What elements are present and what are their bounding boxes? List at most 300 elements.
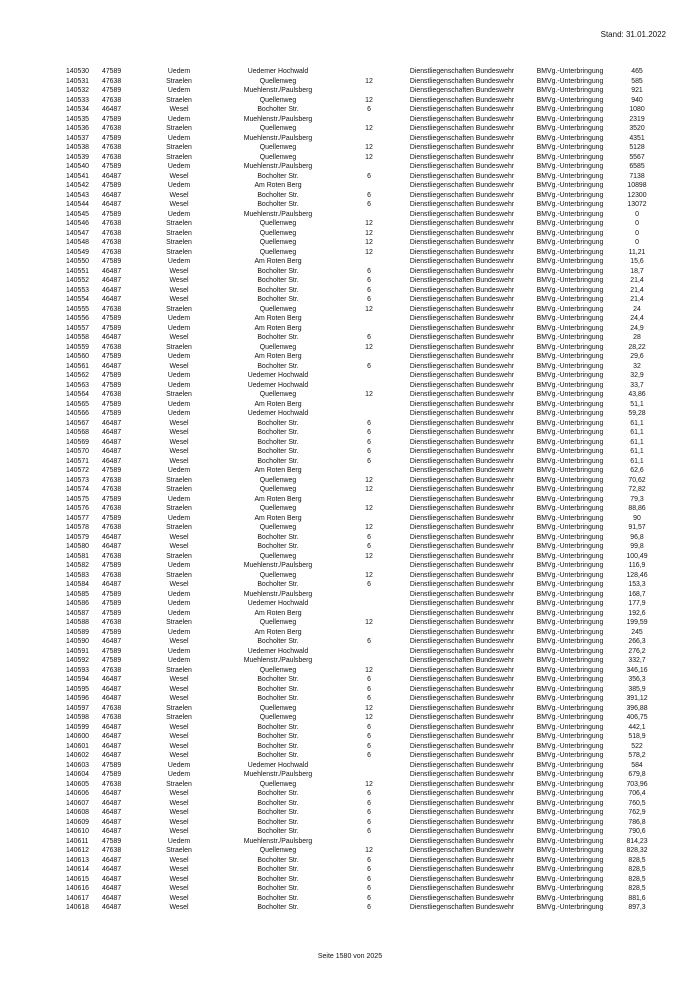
cell-hausnummer — [340, 770, 398, 780]
table-row — [66, 124, 660, 134]
cell-strasse: Uedemer Hochwald — [247, 381, 309, 389]
cell-strasse: Quellenweg — [259, 486, 297, 493]
cell-plz: 46487 — [102, 334, 122, 341]
cell-strasse: Bocholter Str. — [257, 894, 299, 902]
cell-flaeche: 881,6 — [628, 894, 646, 902]
cell-eigentuemer: Dienstliegenschaften Bundeswehr — [409, 163, 515, 170]
table-row — [66, 238, 660, 248]
cell-strasse: Bocholter Str. — [257, 638, 299, 645]
cell-ort: Straelen — [166, 714, 192, 721]
cell-id: 140606 — [66, 790, 89, 797]
cell-strasse: Bocholter Str. — [257, 201, 299, 208]
cell-strasse: Bocholter Str. — [257, 172, 299, 180]
cell-eigentuemer: Dienstliegenschaften Bundeswehr — [409, 115, 515, 123]
cell-ort: Straelen — [166, 229, 192, 237]
cell-ort: Uedem — [167, 315, 191, 322]
cell-strasse: Am Roten Berg — [254, 467, 302, 474]
cell-eigentuemer: Dienstliegenschaften Bundeswehr — [409, 77, 515, 85]
cell-eigentuemer: Dienstliegenschaften Bundeswehr — [409, 799, 515, 807]
cell-nutzung: BMVg.-Unterbringung — [536, 543, 604, 550]
cell-flaeche: 33,7 — [630, 381, 644, 389]
cell-flaeche: 15,6 — [630, 258, 644, 265]
cell-plz: 47638 — [102, 144, 122, 151]
cell-plz: 46487 — [102, 419, 122, 427]
cell-hausnummer — [340, 609, 398, 619]
cell-nutzung: BMVg.-Unterbringung — [536, 324, 604, 332]
cell-strasse: Bocholter Str. — [257, 543, 299, 550]
cell-ort: Straelen — [166, 248, 192, 256]
cell-nutzung: BMVg.-Unterbringung — [536, 495, 604, 503]
cell-nutzung: BMVg.-Unterbringung — [536, 210, 604, 218]
cell-nutzung: BMVg.-Unterbringung — [536, 258, 604, 265]
cell-strasse: Quellenweg — [259, 77, 297, 85]
cell-id: 140587 — [66, 609, 89, 617]
table-row — [66, 561, 660, 571]
cell-id: 140584 — [66, 581, 89, 588]
cell-nutzung: BMVg.-Unterbringung — [536, 391, 604, 398]
cell-id: 140532 — [66, 87, 89, 94]
cell-flaeche: 679,8 — [628, 771, 646, 778]
cell-flaeche: 406,75 — [626, 714, 648, 721]
cell-hausnummer: 6 — [367, 296, 371, 303]
cell-hausnummer: 12 — [365, 248, 373, 256]
table-row — [66, 314, 660, 324]
table-row — [66, 523, 660, 533]
cell-flaeche: 356,3 — [628, 676, 646, 683]
cell-hausnummer — [340, 115, 398, 125]
cell-nutzung: BMVg.-Unterbringung — [536, 847, 604, 854]
cell-plz: 46487 — [102, 457, 122, 465]
cell-nutzung: BMVg.-Unterbringung — [536, 201, 604, 208]
table-row — [66, 590, 660, 600]
cell-nutzung: BMVg.-Unterbringung — [536, 780, 604, 788]
cell-hausnummer — [340, 210, 398, 220]
cell-nutzung: BMVg.-Unterbringung — [536, 419, 604, 427]
cell-flaeche: 1080 — [629, 106, 645, 113]
table-row — [66, 210, 660, 220]
cell-id: 140611 — [66, 837, 89, 845]
cell-flaeche: 62,6 — [630, 467, 644, 474]
cell-ort: Uedem — [167, 467, 191, 474]
cell-flaeche: 24 — [633, 305, 641, 313]
cell-id: 140545 — [66, 210, 89, 218]
cell-id: 140596 — [66, 695, 89, 702]
cell-id: 140605 — [66, 780, 89, 788]
cell-strasse: Quellenweg — [259, 391, 297, 398]
cell-nutzung: BMVg.-Unterbringung — [536, 695, 604, 702]
cell-ort: Wesel — [169, 191, 189, 199]
table-row — [66, 409, 660, 419]
cell-ort: Straelen — [166, 552, 192, 560]
cell-eigentuemer: Dienstliegenschaften Bundeswehr — [409, 324, 515, 332]
cell-id: 140573 — [66, 476, 89, 484]
cell-plz: 46487 — [102, 723, 122, 731]
cell-strasse: Am Roten Berg — [254, 353, 302, 360]
cell-id: 140578 — [66, 524, 89, 531]
cell-flaeche: 266,3 — [628, 638, 646, 645]
cell-eigentuemer: Dienstliegenschaften Bundeswehr — [409, 96, 515, 104]
cell-nutzung: BMVg.-Unterbringung — [536, 467, 604, 474]
cell-nutzung: BMVg.-Unterbringung — [536, 315, 604, 322]
cell-eigentuemer: Dienstliegenschaften Bundeswehr — [409, 562, 515, 569]
cell-hausnummer — [340, 647, 398, 657]
cell-strasse: Uedemer Hochwald — [247, 68, 309, 75]
cell-plz: 47638 — [102, 524, 122, 531]
cell-plz: 46487 — [102, 438, 122, 446]
table-row — [66, 723, 660, 733]
cell-strasse: Quellenweg — [259, 524, 297, 531]
cell-id: 140533 — [66, 96, 89, 104]
cell-nutzung: BMVg.-Unterbringung — [536, 381, 604, 389]
cell-flaeche: 79,3 — [630, 495, 644, 503]
cell-nutzung: BMVg.-Unterbringung — [536, 562, 604, 569]
cell-nutzung: BMVg.-Unterbringung — [536, 828, 604, 835]
cell-hausnummer — [340, 466, 398, 476]
cell-flaeche: 18,7 — [630, 267, 644, 275]
cell-hausnummer: 12 — [365, 486, 373, 493]
table-row — [66, 827, 660, 837]
cell-ort: Wesel — [169, 695, 189, 702]
cell-nutzung: BMVg.-Unterbringung — [536, 856, 604, 864]
cell-nutzung: BMVg.-Unterbringung — [536, 229, 604, 237]
cell-hausnummer: 12 — [365, 704, 373, 712]
cell-ort: Uedem — [167, 353, 191, 360]
cell-eigentuemer: Dienstliegenschaften Bundeswehr — [409, 609, 515, 617]
cell-hausnummer: 12 — [365, 239, 373, 246]
cell-ort: Wesel — [169, 723, 189, 731]
cell-plz: 46487 — [102, 875, 122, 883]
cell-strasse: Bocholter Str. — [257, 790, 299, 797]
cell-id: 140563 — [66, 381, 89, 389]
table-row — [66, 495, 660, 505]
cell-hausnummer — [340, 561, 398, 571]
table-row — [66, 732, 660, 742]
cell-strasse: Quellenweg — [259, 153, 297, 161]
table-row — [66, 438, 660, 448]
cell-hausnummer: 12 — [365, 144, 373, 151]
cell-strasse: Bocholter Str. — [257, 277, 299, 284]
cell-eigentuemer: Dienstliegenschaften Bundeswehr — [409, 752, 515, 759]
cell-plz: 46487 — [102, 733, 122, 740]
cell-nutzung: BMVg.-Unterbringung — [536, 172, 604, 180]
cell-eigentuemer: Dienstliegenschaften Bundeswehr — [409, 837, 515, 845]
cell-id: 140571 — [66, 457, 89, 465]
cell-ort: Wesel — [169, 533, 189, 541]
cell-strasse: Bocholter Str. — [257, 875, 299, 883]
cell-flaeche: 21,4 — [630, 296, 644, 303]
cell-flaeche: 585 — [631, 77, 643, 85]
cell-strasse: Am Roten Berg — [254, 258, 302, 265]
cell-nutzung: BMVg.-Unterbringung — [536, 581, 604, 588]
cell-strasse: Quellenweg — [259, 780, 297, 788]
cell-hausnummer: 6 — [367, 695, 371, 702]
cell-hausnummer — [340, 514, 398, 524]
cell-eigentuemer: Dienstliegenschaften Bundeswehr — [409, 87, 515, 94]
cell-nutzung: BMVg.-Unterbringung — [536, 353, 604, 360]
cell-strasse: Bocholter Str. — [257, 438, 299, 446]
cell-strasse: Muehlenstr./Paulsberg — [243, 163, 313, 170]
stand-date: Stand: 31.01.2022 — [600, 30, 666, 39]
cell-plz: 47638 — [102, 505, 122, 512]
cell-strasse: Bocholter Str. — [257, 799, 299, 807]
cell-id: 140609 — [66, 818, 89, 826]
cell-strasse: Bocholter Str. — [257, 334, 299, 341]
cell-flaeche: 921 — [631, 87, 643, 94]
cell-hausnummer: 12 — [365, 96, 373, 104]
cell-hausnummer — [340, 837, 398, 847]
cell-hausnummer — [340, 324, 398, 334]
cell-strasse: Bocholter Str. — [257, 429, 299, 436]
cell-eigentuemer: Dienstliegenschaften Bundeswehr — [409, 429, 515, 436]
table-row — [66, 533, 660, 543]
cell-nutzung: BMVg.-Unterbringung — [536, 552, 604, 560]
cell-plz: 47638 — [102, 552, 122, 560]
cell-ort: Straelen — [166, 305, 192, 313]
table-row — [66, 324, 660, 334]
cell-id: 140586 — [66, 600, 89, 607]
cell-flaeche: 706,4 — [628, 790, 646, 797]
table-row — [66, 903, 660, 913]
cell-flaeche: 12300 — [627, 191, 647, 199]
cell-flaeche: 192,6 — [628, 609, 646, 617]
cell-flaeche: 3520 — [629, 125, 645, 132]
cell-ort: Wesel — [169, 362, 189, 370]
cell-hausnummer — [340, 628, 398, 638]
cell-hausnummer: 12 — [365, 125, 373, 132]
cell-eigentuemer: Dienstliegenschaften Bundeswehr — [409, 486, 515, 493]
cell-hausnummer: 6 — [367, 334, 371, 341]
cell-strasse: Quellenweg — [259, 220, 297, 227]
cell-ort: Uedem — [167, 657, 191, 664]
cell-nutzung: BMVg.-Unterbringung — [536, 220, 604, 227]
cell-id: 140601 — [66, 742, 89, 750]
cell-strasse: Uedemer Hochwald — [247, 600, 309, 607]
cell-eigentuemer: Dienstliegenschaften Bundeswehr — [409, 714, 515, 721]
cell-id: 140566 — [66, 410, 89, 417]
cell-plz: 47638 — [102, 780, 122, 788]
table-row — [66, 191, 660, 201]
cell-nutzung: BMVg.-Unterbringung — [536, 87, 604, 94]
cell-strasse: Bocholter Str. — [257, 286, 299, 294]
cell-nutzung: BMVg.-Unterbringung — [536, 590, 604, 598]
cell-ort: Wesel — [169, 866, 189, 873]
cell-plz: 47589 — [102, 628, 122, 636]
cell-strasse: Bocholter Str. — [257, 723, 299, 731]
cell-ort: Straelen — [166, 524, 192, 531]
cell-plz: 47589 — [102, 514, 122, 522]
cell-id: 140602 — [66, 752, 89, 759]
cell-hausnummer — [340, 400, 398, 410]
cell-ort: Uedem — [167, 68, 191, 75]
cell-nutzung: BMVg.-Unterbringung — [536, 619, 604, 626]
table-row — [66, 457, 660, 467]
cell-hausnummer: 12 — [365, 666, 373, 674]
cell-nutzung: BMVg.-Unterbringung — [536, 134, 604, 142]
cell-nutzung: BMVg.-Unterbringung — [536, 524, 604, 531]
cell-eigentuemer: Dienstliegenschaften Bundeswehr — [409, 362, 515, 370]
cell-plz: 47589 — [102, 761, 122, 769]
cell-ort: Wesel — [169, 638, 189, 645]
cell-eigentuemer: Dienstliegenschaften Bundeswehr — [409, 809, 515, 816]
cell-eigentuemer: Dienstliegenschaften Bundeswehr — [409, 704, 515, 712]
cell-eigentuemer: Dienstliegenschaften Bundeswehr — [409, 619, 515, 626]
table-row — [66, 476, 660, 486]
cell-ort: Straelen — [166, 239, 192, 246]
cell-strasse: Bocholter Str. — [257, 296, 299, 303]
cell-ort: Straelen — [166, 847, 192, 854]
cell-eigentuemer: Dienstliegenschaften Bundeswehr — [409, 286, 515, 294]
table-row — [66, 267, 660, 277]
cell-id: 140537 — [66, 134, 89, 142]
cell-eigentuemer: Dienstliegenschaften Bundeswehr — [409, 210, 515, 218]
table-row — [66, 599, 660, 609]
property-table-body — [66, 67, 660, 913]
cell-plz: 47589 — [102, 353, 122, 360]
cell-plz: 46487 — [102, 866, 122, 873]
cell-nutzung: BMVg.-Unterbringung — [536, 837, 604, 845]
cell-eigentuemer: Dienstliegenschaften Bundeswehr — [409, 391, 515, 398]
cell-hausnummer — [340, 352, 398, 362]
cell-strasse: Bocholter Str. — [257, 685, 299, 693]
cell-plz: 47638 — [102, 229, 122, 237]
cell-hausnummer: 6 — [367, 828, 371, 835]
cell-hausnummer: 12 — [365, 229, 373, 237]
cell-ort: Straelen — [166, 666, 192, 674]
table-row — [66, 390, 660, 400]
cell-strasse: Bocholter Str. — [257, 533, 299, 541]
cell-hausnummer — [340, 134, 398, 144]
cell-plz: 47589 — [102, 324, 122, 332]
cell-flaeche: 828,5 — [628, 856, 646, 864]
cell-eigentuemer: Dienstliegenschaften Bundeswehr — [409, 571, 515, 579]
cell-nutzung: BMVg.-Unterbringung — [536, 714, 604, 721]
cell-hausnummer — [340, 314, 398, 324]
cell-ort: Uedem — [167, 381, 191, 389]
cell-ort: Uedem — [167, 647, 191, 655]
cell-eigentuemer: Dienstliegenschaften Bundeswehr — [409, 780, 515, 788]
cell-ort: Uedem — [167, 134, 191, 142]
cell-ort: Uedem — [167, 562, 191, 569]
property-table — [66, 67, 660, 913]
cell-hausnummer: 12 — [365, 220, 373, 227]
cell-nutzung: BMVg.-Unterbringung — [536, 457, 604, 465]
cell-nutzung: BMVg.-Unterbringung — [536, 514, 604, 522]
cell-hausnummer: 12 — [365, 780, 373, 788]
cell-plz: 47589 — [102, 115, 122, 123]
cell-nutzung: BMVg.-Unterbringung — [536, 476, 604, 484]
cell-hausnummer: 6 — [367, 419, 371, 427]
table-row — [66, 67, 660, 77]
cell-id: 140597 — [66, 704, 89, 712]
table-row — [66, 485, 660, 495]
cell-strasse: Quellenweg — [259, 144, 297, 151]
cell-nutzung: BMVg.-Unterbringung — [536, 343, 604, 351]
cell-id: 140546 — [66, 220, 89, 227]
cell-plz: 47638 — [102, 305, 122, 313]
table-row — [66, 343, 660, 353]
cell-hausnummer: 12 — [365, 714, 373, 721]
cell-eigentuemer: Dienstliegenschaften Bundeswehr — [409, 723, 515, 731]
cell-strasse: Quellenweg — [259, 666, 297, 674]
cell-ort: Wesel — [169, 296, 189, 303]
cell-strasse: Bocholter Str. — [257, 733, 299, 740]
cell-hausnummer: 6 — [367, 543, 371, 550]
cell-eigentuemer: Dienstliegenschaften Bundeswehr — [409, 885, 515, 892]
cell-plz: 46487 — [102, 742, 122, 750]
cell-eigentuemer: Dienstliegenschaften Bundeswehr — [409, 676, 515, 683]
cell-plz: 47638 — [102, 704, 122, 712]
cell-eigentuemer: Dienstliegenschaften Bundeswehr — [409, 505, 515, 512]
cell-nutzung: BMVg.-Unterbringung — [536, 410, 604, 417]
cell-id: 140555 — [66, 305, 89, 313]
cell-eigentuemer: Dienstliegenschaften Bundeswehr — [409, 828, 515, 835]
cell-flaeche: 72,82 — [628, 486, 646, 493]
cell-ort: Straelen — [166, 571, 192, 579]
cell-flaeche: 199,59 — [626, 619, 648, 626]
cell-hausnummer: 6 — [367, 809, 371, 816]
table-row — [66, 504, 660, 514]
cell-id: 140612 — [66, 847, 89, 854]
cell-hausnummer — [340, 590, 398, 600]
cell-eigentuemer: Dienstliegenschaften Bundeswehr — [409, 771, 515, 778]
cell-strasse: Am Roten Berg — [254, 628, 302, 636]
cell-hausnummer: 6 — [367, 676, 371, 683]
cell-ort: Wesel — [169, 277, 189, 284]
table-row — [66, 466, 660, 476]
cell-nutzung: BMVg.-Unterbringung — [536, 334, 604, 341]
cell-nutzung: BMVg.-Unterbringung — [536, 153, 604, 161]
cell-strasse: Am Roten Berg — [254, 182, 302, 189]
table-row — [66, 428, 660, 438]
cell-flaeche: 6585 — [629, 163, 645, 170]
cell-strasse: Uedemer Hochwald — [247, 410, 309, 417]
cell-nutzung: BMVg.-Unterbringung — [536, 752, 604, 759]
cell-id: 140531 — [66, 77, 89, 85]
cell-nutzung: BMVg.-Unterbringung — [536, 875, 604, 883]
cell-plz: 46487 — [102, 799, 122, 807]
cell-id: 140567 — [66, 419, 89, 427]
cell-flaeche: 61,1 — [630, 448, 644, 455]
cell-id: 140568 — [66, 429, 89, 436]
table-row — [66, 789, 660, 799]
cell-eigentuemer: Dienstliegenschaften Bundeswehr — [409, 438, 515, 446]
cell-ort: Wesel — [169, 676, 189, 683]
cell-eigentuemer: Dienstliegenschaften Bundeswehr — [409, 410, 515, 417]
cell-nutzung: BMVg.-Unterbringung — [536, 505, 604, 512]
cell-plz: 47638 — [102, 571, 122, 579]
cell-id: 140551 — [66, 267, 89, 275]
cell-ort: Straelen — [166, 619, 192, 626]
cell-id: 140553 — [66, 286, 89, 294]
cell-flaeche: 61,1 — [630, 419, 644, 427]
cell-flaeche: 2319 — [629, 115, 645, 123]
cell-id: 140598 — [66, 714, 89, 721]
cell-nutzung: BMVg.-Unterbringung — [536, 77, 604, 85]
cell-eigentuemer: Dienstliegenschaften Bundeswehr — [409, 685, 515, 693]
table-row — [66, 172, 660, 182]
cell-hausnummer: 6 — [367, 894, 371, 902]
cell-flaeche: 32 — [633, 362, 641, 370]
cell-eigentuemer: Dienstliegenschaften Bundeswehr — [409, 201, 515, 208]
cell-eigentuemer: Dienstliegenschaften Bundeswehr — [409, 495, 515, 503]
cell-id: 140549 — [66, 248, 89, 256]
cell-flaeche: 245 — [631, 628, 643, 636]
cell-nutzung: BMVg.-Unterbringung — [536, 305, 604, 313]
table-row — [66, 257, 660, 267]
cell-plz: 47589 — [102, 410, 122, 417]
cell-id: 140534 — [66, 106, 89, 113]
cell-id: 140591 — [66, 647, 89, 655]
